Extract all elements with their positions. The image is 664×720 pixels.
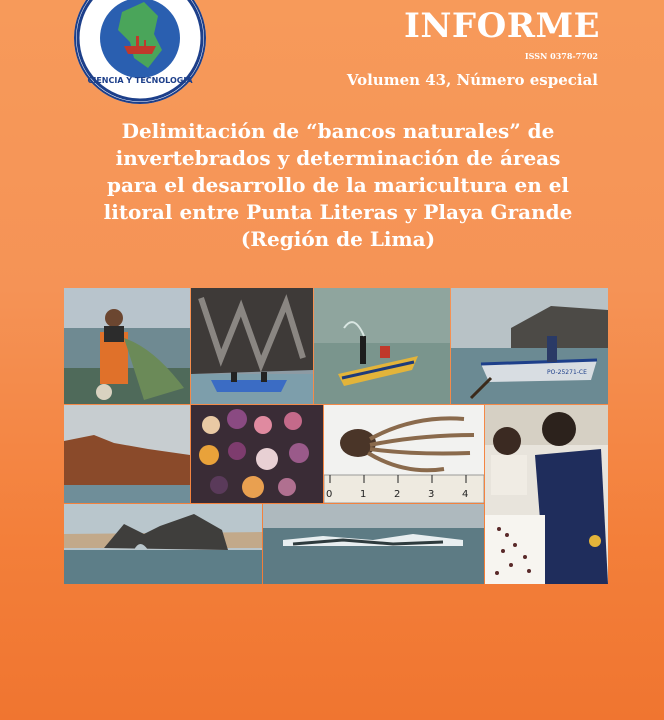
ruler-label: 4 — [462, 489, 469, 500]
photo-sea-rocks — [263, 504, 484, 584]
photo-collage — [64, 288, 608, 584]
title-line: para el desarrollo de la maricultura en el — [106, 173, 570, 197]
photo-sea-urchins — [191, 405, 323, 503]
photo-lab-workers — [485, 405, 608, 584]
photo-octopus-ruler — [324, 405, 484, 503]
photo-rock-boat — [191, 288, 313, 404]
boat-registration: PO-25271-CE — [547, 369, 587, 376]
photo-fisherman-net — [64, 288, 190, 404]
photo-casting-net — [314, 288, 450, 404]
ruler-label: 1 — [360, 489, 367, 500]
report-title — [60, 118, 616, 253]
ruler-label: 0 — [326, 489, 333, 500]
title-line: invertebrados y determinación de áreas — [115, 146, 561, 170]
issn-label: ISSN 0378-7702 — [524, 51, 598, 61]
photo-island-arch — [64, 504, 262, 584]
title-line: (Región de Lima) — [240, 227, 436, 251]
ruler-label: 2 — [394, 489, 401, 500]
ruler-label: 3 — [428, 489, 435, 500]
photo-rocky-point — [64, 405, 190, 503]
title-line: litoral entre Punta Literas y Playa Grande — [103, 200, 573, 224]
series-title: INFORME — [403, 6, 600, 46]
logo-bottom-text: CIENCIA Y TECNOLOGIA — [87, 76, 193, 85]
logo-emblem — [74, 0, 206, 104]
title-line: Delimitación de “bancos naturales” de — [121, 119, 555, 143]
imarpe-logo — [74, 0, 206, 104]
photo-boat-shore — [451, 288, 608, 404]
volume-label: Volumen 43, Número especial — [346, 71, 598, 89]
